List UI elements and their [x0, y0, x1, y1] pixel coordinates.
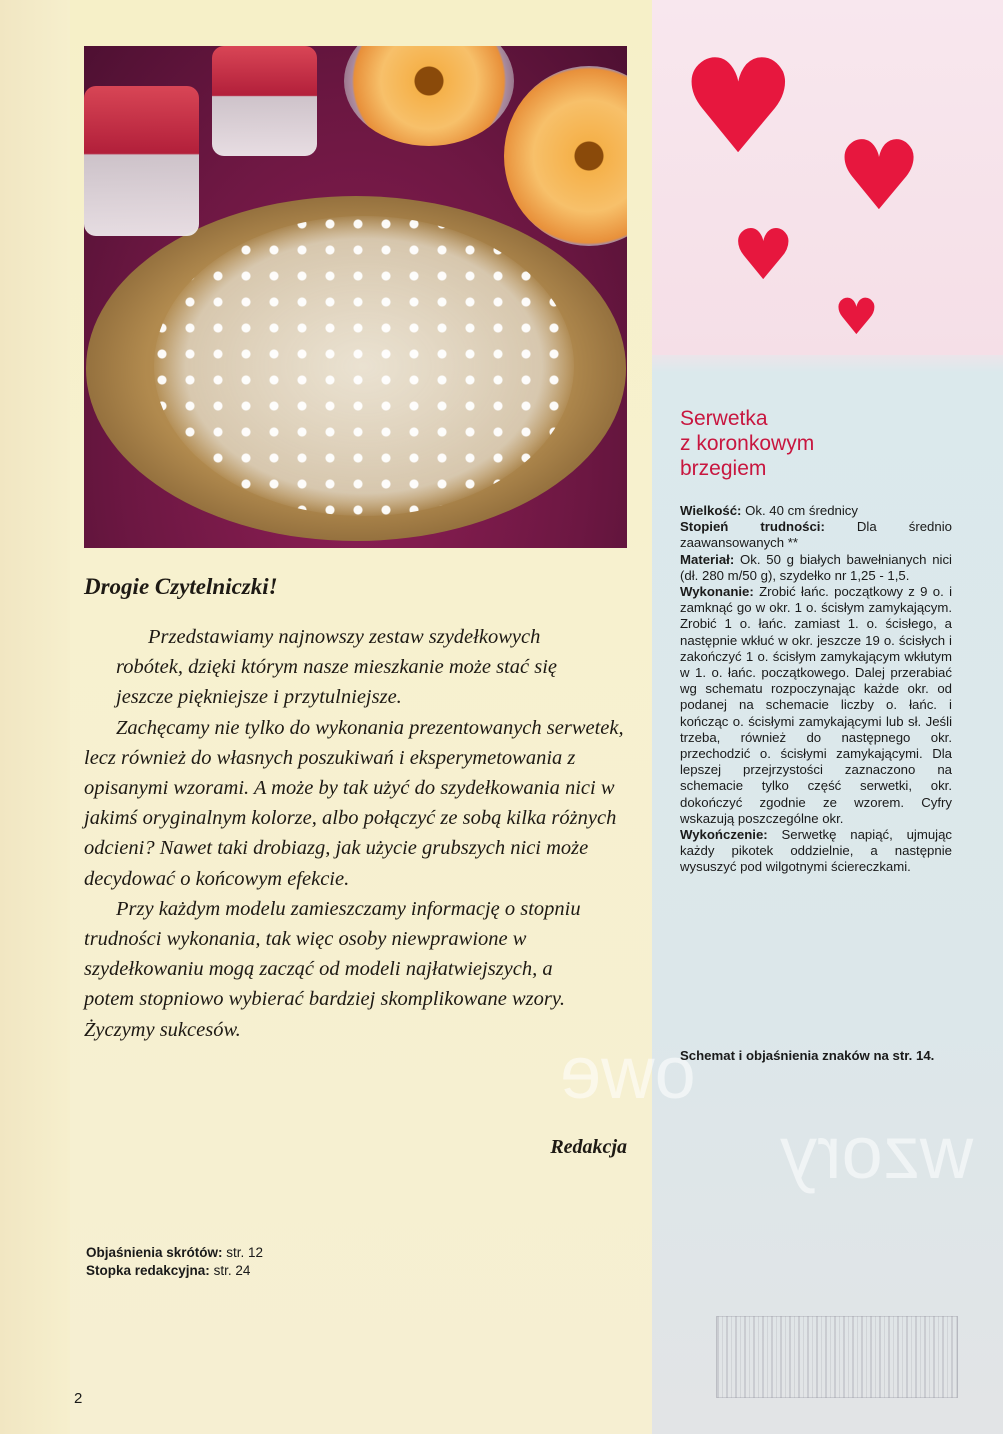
- spec-size: Wielkość: Ok. 40 cm średnicy: [680, 503, 858, 518]
- letter-paragraph: Życzymy sukcesów.: [84, 1018, 241, 1041]
- heart-icon: ♥: [836, 120, 923, 232]
- barcode: [716, 1316, 958, 1398]
- candle-glass: [212, 46, 317, 156]
- background-lettering: wzory: [780, 1111, 974, 1194]
- letter-paragraph: Zachęcamy nie tylko do wykonania prezentowanych serwetek, lecz również do własnych poszukiwań i eksperymetowania z opisanymi wzorami. A może by tak użyć do szydełkowania nici w jakimś oryginalnym kolorze, albo połączyć ze sobą kilka różnych odcieni? Nawet taki drobiazg, jak użycie grubszych nici może decydować o końcowym efekcie.: [84, 716, 624, 890]
- spec-execution: Wykonanie: Zrobić łańc. początkowy z 9 o. i zamknąć go w okr. 1 o. ścisłym zamykającym. Zrobić 1 o. łańc. zamiast 1. o. ścisłego, a następnie wkłuć w okr. jeszcze 19 o. ścisłych i zakończyć 1 o. ścisłym zamykającym wkłutym w 1. o. łańc. początkowego. Dalej przerabiać wg schematu rozpoczynając każde okr. od podanej na schemacie liczby o. łańc. i kończąc o. ścisłymi zamykającymi lub sł. Jeśli trzeba, również do następnego okr. przechodzić o. ścisłymi zamykającymi. Dla lepszej przejrzystości zaznaczono na schemacie tylko część serwetki, okr. dokończyć zgodnie ze wzorem. Cyfry wskazują poszczególne okr.: [680, 584, 952, 826]
- spec-finishing: Wykończenie: Serwetkę napiąć, ujmując każdy pikotek oddzielnie, a następnie wysuszyć pod wilgotnymi ściereczkami.: [680, 827, 953, 875]
- heart-icon: ♥: [680, 31, 797, 183]
- scheme-note: Schemat i objaśnienia znaków na str. 14.: [680, 1048, 935, 1063]
- page-number: 2: [74, 1390, 83, 1407]
- letter-greeting: Drogie Czytelniczki!: [84, 574, 278, 599]
- letter-paragraph: Przedstawiamy najnowszy zestaw szydełkowych robótek, dzięki którym nasze mieszkanie może stać się jeszcze piękniejsze i przytulniejsze.: [116, 626, 558, 709]
- page-references: [86, 1244, 263, 1280]
- background-lettering: owe: [560, 1031, 696, 1114]
- doily-photo: [84, 46, 627, 548]
- lace-doily: [154, 216, 574, 516]
- letter-body: [84, 622, 644, 1045]
- spec-difficulty: Stopień trudności: Dla średnio zaawansowanych **: [680, 519, 952, 551]
- heart-icon: ♥: [834, 288, 879, 346]
- reference-item: Objaśnienia skrótów: str. 12: [86, 1245, 264, 1260]
- spec-material: Materiał: Ok. 50 g białych bawełnianych nici (dł. 280 m/50 g), szydełko nr 1,25 - 1,5.: [680, 551, 952, 583]
- flower-bowl: [344, 46, 514, 146]
- letter-paragraph: Przy każdym modelu zamieszczamy informację o stopniu trudności wykonania, tak więc osoby niewprawione w szydełkowaniu mogą zacząć od modeli najłatwiejszych, a potem stopniowo wybierać bardziej skomplikowane wzory.: [84, 897, 581, 1011]
- product-specs: [680, 503, 952, 876]
- reference-item: Stopka redakcyjna: str. 24: [86, 1263, 251, 1278]
- flower-bowl: [504, 66, 627, 246]
- left-band: [0, 0, 70, 1434]
- candle-glass: [84, 86, 199, 236]
- heart-icon: ♥: [732, 214, 795, 296]
- product-title: Serwetka z koronkowym brzegiem: [680, 407, 815, 480]
- letter-signature: Redakcja: [550, 1136, 627, 1158]
